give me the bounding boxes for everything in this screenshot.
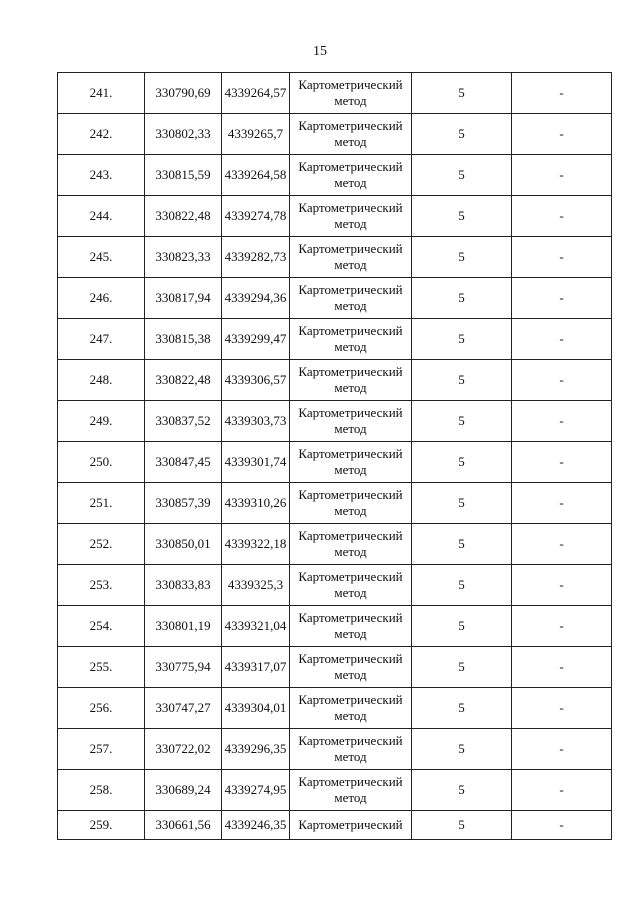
page-number: 15 [313, 44, 327, 59]
point-number-cell: 241. [58, 73, 145, 114]
y-coordinate-cell: 4339264,58 [222, 155, 290, 196]
accuracy-cell: 5 [412, 483, 512, 524]
x-coordinate-cell: 330815,59 [145, 155, 222, 196]
method-cell: Картометрический метод [290, 196, 412, 237]
method-cell: Картометрический метод [290, 565, 412, 606]
x-coordinate-cell: 330850,01 [145, 524, 222, 565]
note-cell: - [512, 442, 612, 483]
point-number-cell: 245. [58, 237, 145, 278]
point-number-cell: 242. [58, 114, 145, 155]
note-cell: - [512, 278, 612, 319]
accuracy-cell: 5 [412, 647, 512, 688]
table-row [58, 73, 612, 114]
y-coordinate-cell: 4339246,35 [222, 811, 290, 840]
note-cell: - [512, 606, 612, 647]
method-cell: Картометрический метод [290, 606, 412, 647]
method-cell: Картометрический метод [290, 237, 412, 278]
method-cell: Картометрический метод [290, 442, 412, 483]
note-cell: - [512, 319, 612, 360]
note-cell: - [512, 811, 612, 840]
table-row [58, 524, 612, 565]
note-cell: - [512, 73, 612, 114]
method-cell: Картометрический метод [290, 729, 412, 770]
y-coordinate-cell: 4339274,78 [222, 196, 290, 237]
accuracy-cell: 5 [412, 319, 512, 360]
x-coordinate-cell: 330661,56 [145, 811, 222, 840]
table-row [58, 688, 612, 729]
point-number-cell: 244. [58, 196, 145, 237]
note-cell: - [512, 196, 612, 237]
note-cell: - [512, 688, 612, 729]
table-row [58, 565, 612, 606]
y-coordinate-cell: 4339301,74 [222, 442, 290, 483]
point-number-cell: 246. [58, 278, 145, 319]
accuracy-cell: 5 [412, 360, 512, 401]
y-coordinate-cell: 4339303,73 [222, 401, 290, 442]
note-cell: - [512, 565, 612, 606]
table-row [58, 319, 612, 360]
y-coordinate-cell: 4339265,7 [222, 114, 290, 155]
note-cell: - [512, 155, 612, 196]
method-cell: Картометрический [290, 811, 412, 840]
accuracy-cell: 5 [412, 237, 512, 278]
method-cell: Картометрический метод [290, 770, 412, 811]
x-coordinate-cell: 330747,27 [145, 688, 222, 729]
accuracy-cell: 5 [412, 606, 512, 647]
table-row [58, 237, 612, 278]
coordinates-table-body [58, 73, 612, 840]
table-row [58, 811, 612, 840]
point-number-cell: 258. [58, 770, 145, 811]
method-cell: Картометрический метод [290, 319, 412, 360]
point-number-cell: 254. [58, 606, 145, 647]
point-number-cell: 247. [58, 319, 145, 360]
accuracy-cell: 5 [412, 155, 512, 196]
y-coordinate-cell: 4339294,36 [222, 278, 290, 319]
y-coordinate-cell: 4339274,95 [222, 770, 290, 811]
note-cell: - [512, 483, 612, 524]
x-coordinate-cell: 330857,39 [145, 483, 222, 524]
point-number-cell: 253. [58, 565, 145, 606]
y-coordinate-cell: 4339296,35 [222, 729, 290, 770]
method-cell: Картометрический метод [290, 647, 412, 688]
x-coordinate-cell: 330815,38 [145, 319, 222, 360]
note-cell: - [512, 401, 612, 442]
accuracy-cell: 5 [412, 688, 512, 729]
accuracy-cell: 5 [412, 278, 512, 319]
y-coordinate-cell: 4339304,01 [222, 688, 290, 729]
method-cell: Картометрический метод [290, 73, 412, 114]
y-coordinate-cell: 4339306,57 [222, 360, 290, 401]
point-number-cell: 257. [58, 729, 145, 770]
y-coordinate-cell: 4339282,73 [222, 237, 290, 278]
method-cell: Картометрический метод [290, 401, 412, 442]
point-number-cell: 256. [58, 688, 145, 729]
note-cell: - [512, 770, 612, 811]
method-cell: Картометрический метод [290, 524, 412, 565]
accuracy-cell: 5 [412, 729, 512, 770]
y-coordinate-cell: 4339317,07 [222, 647, 290, 688]
x-coordinate-cell: 330847,45 [145, 442, 222, 483]
accuracy-cell: 5 [412, 811, 512, 840]
point-number-cell: 248. [58, 360, 145, 401]
table-row [58, 360, 612, 401]
accuracy-cell: 5 [412, 524, 512, 565]
x-coordinate-cell: 330837,52 [145, 401, 222, 442]
x-coordinate-cell: 330689,24 [145, 770, 222, 811]
x-coordinate-cell: 330822,48 [145, 196, 222, 237]
point-number-cell: 250. [58, 442, 145, 483]
table-row [58, 442, 612, 483]
accuracy-cell: 5 [412, 565, 512, 606]
x-coordinate-cell: 330722,02 [145, 729, 222, 770]
y-coordinate-cell: 4339322,18 [222, 524, 290, 565]
note-cell: - [512, 360, 612, 401]
table-row [58, 196, 612, 237]
y-coordinate-cell: 4339299,47 [222, 319, 290, 360]
point-number-cell: 251. [58, 483, 145, 524]
point-number-cell: 249. [58, 401, 145, 442]
x-coordinate-cell: 330801,19 [145, 606, 222, 647]
x-coordinate-cell: 330833,83 [145, 565, 222, 606]
accuracy-cell: 5 [412, 442, 512, 483]
table-row [58, 401, 612, 442]
note-cell: - [512, 114, 612, 155]
method-cell: Картометрический метод [290, 360, 412, 401]
note-cell: - [512, 237, 612, 278]
note-cell: - [512, 729, 612, 770]
point-number-cell: 255. [58, 647, 145, 688]
y-coordinate-cell: 4339325,3 [222, 565, 290, 606]
method-cell: Картометрический метод [290, 114, 412, 155]
table-row [58, 114, 612, 155]
x-coordinate-cell: 330775,94 [145, 647, 222, 688]
x-coordinate-cell: 330790,69 [145, 73, 222, 114]
accuracy-cell: 5 [412, 196, 512, 237]
method-cell: Картометрический метод [290, 155, 412, 196]
table-row [58, 155, 612, 196]
note-cell: - [512, 647, 612, 688]
coordinates-table [57, 72, 612, 840]
accuracy-cell: 5 [412, 114, 512, 155]
x-coordinate-cell: 330822,48 [145, 360, 222, 401]
point-number-cell: 252. [58, 524, 145, 565]
table-row [58, 647, 612, 688]
x-coordinate-cell: 330823,33 [145, 237, 222, 278]
x-coordinate-cell: 330817,94 [145, 278, 222, 319]
y-coordinate-cell: 4339264,57 [222, 73, 290, 114]
y-coordinate-cell: 4339310,26 [222, 483, 290, 524]
x-coordinate-cell: 330802,33 [145, 114, 222, 155]
y-coordinate-cell: 4339321,04 [222, 606, 290, 647]
note-cell: - [512, 524, 612, 565]
accuracy-cell: 5 [412, 770, 512, 811]
table-row [58, 606, 612, 647]
method-cell: Картометрический метод [290, 483, 412, 524]
method-cell: Картометрический метод [290, 688, 412, 729]
point-number-cell: 243. [58, 155, 145, 196]
table-row [58, 483, 612, 524]
table-row [58, 729, 612, 770]
accuracy-cell: 5 [412, 401, 512, 442]
table-row [58, 770, 612, 811]
accuracy-cell: 5 [412, 73, 512, 114]
table-row [58, 278, 612, 319]
method-cell: Картометрический метод [290, 278, 412, 319]
point-number-cell: 259. [58, 811, 145, 840]
